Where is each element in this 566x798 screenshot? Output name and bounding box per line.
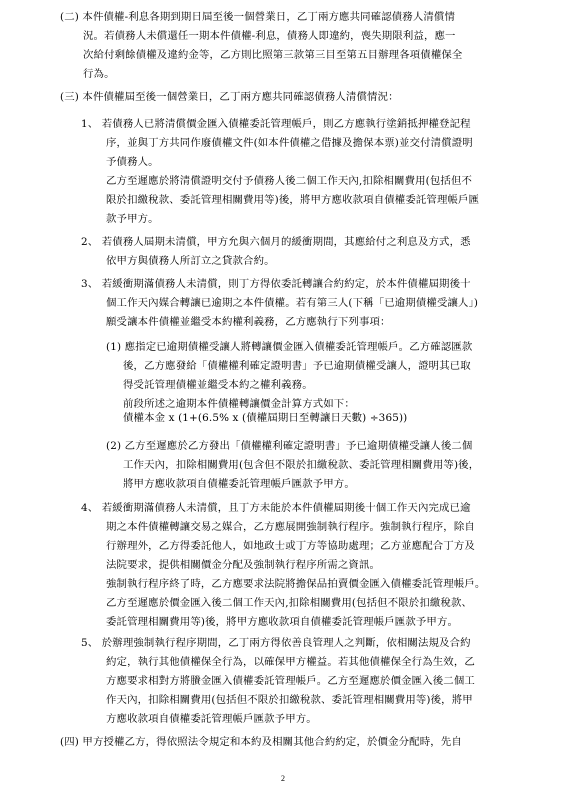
paragraph-line: 4、 若緩衝期滿債務人未清償，且丁方未能於本件債權屆期後十個工作天內完成已逾	[81, 502, 471, 514]
paragraph-line: 法院要求，提供相關價金分配及強制執行程序所需之資訊。	[106, 559, 381, 571]
paragraph-line: 予債務人。	[106, 156, 159, 168]
paragraph-line: 乙方至遲應於價金匯入後二個工作天內,扣除相關費用(包括但不限於扣繳稅款、	[106, 597, 473, 609]
paragraph-line: 1、 若債務人已將清償價金匯入債權委託管理帳戶，則乙方應執行塗銷抵押權登記程	[81, 118, 471, 130]
paragraph-line: 委託管理相關費用等)後，將甲方應收款項自債權委託管理帳戶匯款予甲方。	[106, 616, 459, 628]
paragraph-line: (三) 本件債權屆至後一個營業日，乙丁兩方應共同確認債務人清償情況：	[60, 91, 399, 103]
paragraph-line: 依甲方與債務人所訂立之貸款合約。	[106, 255, 275, 267]
paragraph-line: 強制執行程序終了時，乙方應要求法院將擔保品拍賣價金匯入債權委託管理帳戶。	[106, 578, 486, 590]
paragraph-line: 個工作天內媒合轉讓已逾期之本件債權。若有第三人(下稱「已逾期債權受讓人」)	[106, 297, 479, 309]
paragraph-line: (二) 本件債權-利息各期到期日屆至後一個營業日，乙丁兩方應共同確認債務人清償情	[60, 11, 455, 23]
paragraph-line: 後，乙方應發給「債權權利確定證明書」予已逾期債權受讓人，證明其已取	[123, 360, 471, 372]
paragraph-line: 限於扣繳稅款、委託管理相關費用等)後，將甲方應收款項自債權委託管理帳戶匯	[106, 194, 480, 206]
page-number: 2	[281, 774, 285, 783]
paragraph-line: 約定，執行其他債權保全行為，以確保甲方權益。若其他債權保全行為生效，乙	[106, 656, 475, 668]
paragraph-line: 將甲方應收款項自債權委託管理帳戶匯款予甲方。	[123, 478, 355, 490]
paragraph-line: 序，並與丁方共同作廢債權文件(如本件債權之借據及擔保本票)並交付清償證明	[106, 137, 473, 149]
paragraph-line: (2) 乙方至遲應於乙方發出「債權權利確定證明書」予已逾期債權受讓人後二個	[106, 440, 473, 452]
paragraph-line: 得受託管理債權並繼受本約之權利義務。	[123, 379, 313, 391]
paragraph-line: (四) 甲方授權乙方，得依照法令規定和本約及相關其他合約約定，於價金分配時，先自	[60, 736, 462, 748]
paragraph-line: 乙方至遲應於將清償證明交付予債務人後二個工作天內,扣除相關費用(包括但不	[106, 175, 473, 187]
paragraph-line: 款予甲方。	[106, 213, 159, 225]
paragraph-line: (1) 應指定已逾期債權受讓人將轉讓價金匯入債權委託管理帳戶。乙方確認匯款	[106, 341, 473, 353]
paragraph-line: 次給付剩餘債權及違約金等，乙方則比照第三款第三目至第五目辦理各項債權保全	[83, 49, 463, 61]
paragraph-line: 況。若債務人未償還任一期本件債權-利息，債務人即違約，喪失期限利益，應一	[83, 30, 456, 42]
paragraph-line: 行為。	[83, 68, 115, 80]
paragraph-line: 2、 若債務人屆期未清償，甲方允與六個月的緩衝期間，其應給付之利息及方式，悉	[81, 236, 471, 248]
paragraph-line: 3、 若緩衝期滿債務人未清償，則丁方得依委託轉讓合約約定，於本件債權屆期後十	[81, 278, 471, 290]
paragraph-line: 方應收款項自債權委託管理帳戶匯款予甲方。	[106, 713, 317, 725]
paragraph-line: 前段所述之逾期本件債權轉讓價金計算方式如下：	[123, 398, 355, 410]
paragraph-line: 作天內，扣除相關費用(包括但不限於扣繳稅款、委託管理相關費用等)後，將甲	[106, 694, 473, 706]
formula-line: 債權本金 x (1+(6.5% x (債權屆期日至轉讓日天數) ÷365))	[123, 412, 408, 424]
paragraph-line: 行辦理外，乙方得委託他人，如地政士或丁方等協助處理；乙方並應配合丁方及	[106, 540, 475, 552]
paragraph-line: 期之本件債權轉讓交易之媒合，乙方應展開強制執行程序。強制執行程序，除自	[106, 521, 475, 533]
paragraph-line: 願受讓本件債權並繼受本約權利義務，乙方應執行下列事項：	[106, 316, 391, 328]
paragraph-line: 工作天內，扣除相關費用(包含但不限於扣繳稅款、委託管理相關費用等)後，	[123, 459, 480, 471]
paragraph-line: 方應要求相對方將賸金匯入債權委託管理帳戶。乙方至遲應於價金匯入後二個工	[106, 675, 475, 687]
paragraph-line: 5、 於辦理強制執行程序期間，乙丁兩方得依善良管理人之判斷，依相關法規及合約	[81, 637, 471, 649]
